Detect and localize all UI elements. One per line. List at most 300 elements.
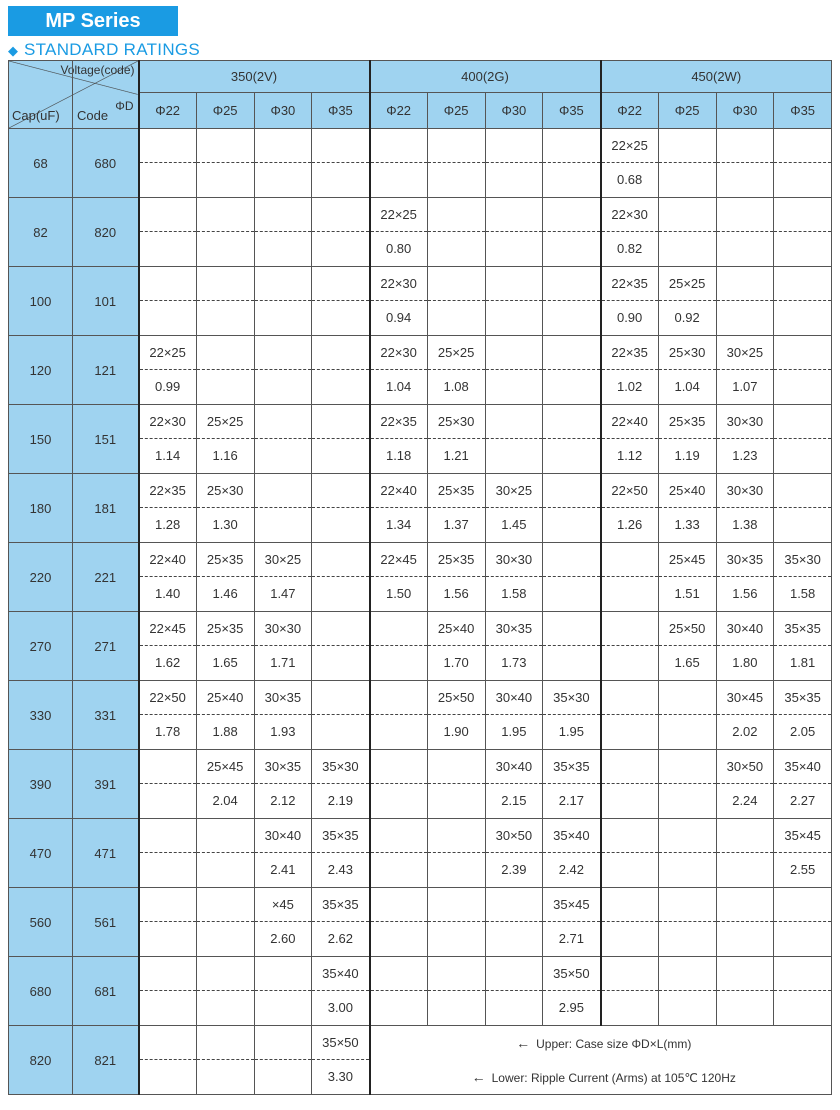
rating-cell [543,888,601,957]
ripple-current [486,163,543,197]
ripple-current: 1.12 [616,448,643,463]
case-size: 35×45 [774,819,831,853]
case-size: 25×35 [428,543,485,577]
rating-cell [485,336,543,405]
rating-cell [658,888,716,957]
case-size: 35×40 [543,819,599,853]
case-size [312,405,368,439]
rating-cell [196,957,254,1026]
rating-cell [254,198,312,267]
ripple-current: 1.30 [212,517,238,532]
rating-cell [427,198,485,267]
diameter-header: Φ22 [370,93,428,129]
case-size [486,267,543,301]
rating-cell [139,474,197,543]
case-size [140,267,196,301]
table-row [9,957,832,1026]
rating-cell [658,543,716,612]
rating-cell [196,129,254,198]
ripple-current: 1.51 [674,586,700,601]
case-size [486,405,543,439]
rating-cell [427,612,485,681]
table-row [9,612,832,681]
case-size [140,750,196,784]
case-size: 35×35 [312,819,368,853]
ripple-current [602,991,658,1025]
rating-cell [427,267,485,336]
rating-cell [774,819,832,888]
cap-value: 120 [9,336,73,405]
case-size [197,336,254,370]
case-size [255,198,312,232]
ripple-current: 0.90 [616,310,643,325]
rating-cell [312,1026,370,1095]
rating-cell [196,612,254,681]
rating-cell [139,336,197,405]
rating-cell [312,543,370,612]
ripple-current: 1.78 [154,724,181,739]
ripple-current: 0.80 [385,241,412,256]
rating-cell [774,543,832,612]
case-size [602,750,658,784]
case-size [371,819,427,853]
cap-value: 270 [9,612,73,681]
rating-cell [601,819,659,888]
rating-cell [196,1026,254,1095]
case-size [140,888,196,922]
diameter-header: Φ35 [774,93,832,129]
diameter-header: Φ25 [196,93,254,129]
ripple-current [371,715,427,749]
ripple-current [312,715,368,749]
ripple-current [659,232,716,266]
case-size: 22×35 [602,336,658,370]
ripple-current: 1.80 [732,655,758,670]
rating-cell [658,681,716,750]
rating-cell [601,681,659,750]
case-size: 25×50 [428,681,485,715]
case-size: 22×45 [140,612,196,646]
code-value: 151 [73,405,139,474]
case-size: 35×50 [312,1026,368,1060]
table-row [9,336,832,405]
ripple-current [428,301,485,335]
case-size: 35×50 [543,957,599,991]
rating-cell [774,336,832,405]
series-title: MP Series [8,6,178,36]
case-size [543,129,599,163]
ripple-current [543,577,599,611]
case-size [197,1026,254,1060]
cap-value: 820 [9,1026,73,1095]
table-row [9,750,832,819]
table-row [9,198,832,267]
rating-cell [485,405,543,474]
rating-cell [601,474,659,543]
rating-cell [254,474,312,543]
ripple-current: 1.21 [443,448,469,463]
rating-cell [254,750,312,819]
table-row [9,888,832,957]
case-size: 25×35 [197,543,254,577]
case-size: 30×50 [717,750,774,784]
cap-value: 180 [9,474,73,543]
ripple-current [255,508,312,542]
ripple-current: 1.04 [674,379,700,394]
voltage-group-350: 350(2V) [139,61,370,93]
case-size [197,129,254,163]
rating-cell [254,543,312,612]
ripple-current: 1.58 [501,586,527,601]
case-size [774,957,831,991]
corner-header [9,61,139,129]
ripple-current: 2.39 [501,862,527,877]
ripple-current [602,853,658,887]
code-value: 391 [73,750,139,819]
case-size: 35×35 [774,612,831,646]
case-size [543,474,599,508]
case-size [371,612,427,646]
ripple-current: 1.38 [732,517,758,532]
code-value: 820 [73,198,139,267]
rating-cell [716,474,774,543]
case-size: 30×25 [486,474,543,508]
ripple-current [312,646,368,680]
ripple-current: 1.93 [270,724,296,739]
case-size [717,819,774,853]
rating-cell [543,612,601,681]
rating-cell [658,612,716,681]
case-size: 35×35 [312,888,368,922]
case-size: 35×30 [543,681,599,715]
code-label: Code [77,108,109,123]
rating-cell [543,474,601,543]
case-size [774,888,831,922]
ripple-current: 1.34 [385,517,412,532]
case-size [774,198,831,232]
ripple-current: 1.50 [385,586,412,601]
case-size: 25×50 [659,612,716,646]
rating-cell [543,750,601,819]
case-size [371,129,427,163]
case-size [602,819,658,853]
table-row [9,819,832,888]
diamond-icon: ◆ [8,43,19,58]
case-size [774,405,831,439]
rating-cell [312,267,370,336]
ripple-current [197,232,254,266]
ripple-current: 0.94 [385,310,412,325]
ripple-current [659,922,716,956]
ripple-current [428,853,485,887]
ripple-current [140,1060,196,1094]
legend [370,1026,832,1095]
case-size [140,198,196,232]
rating-cell [370,129,428,198]
case-size [774,474,831,508]
rating-cell [370,405,428,474]
diameter-header: Φ22 [601,93,659,129]
case-size: 22×40 [140,543,196,577]
rating-cell [370,474,428,543]
case-size [312,612,368,646]
case-size: 25×25 [428,336,485,370]
ripple-current: 1.16 [212,448,238,463]
case-size [255,267,312,301]
case-size [659,957,716,991]
ripple-current [602,577,658,611]
case-size [602,957,658,991]
case-size [428,129,485,163]
ripple-current: 2.43 [327,862,354,877]
ripple-current [659,715,716,749]
case-size [659,129,716,163]
code-value: 181 [73,474,139,543]
ripple-current [312,577,368,611]
rating-cell [196,405,254,474]
rating-cell [370,957,428,1026]
case-size: 35×35 [543,750,599,784]
rating-cell [370,198,428,267]
case-size: 22×25 [371,198,427,232]
rating-cell [196,888,254,957]
rating-cell [370,681,428,750]
ripple-current [717,163,774,197]
rating-cell [139,612,197,681]
rating-cell [254,612,312,681]
ripple-current: 1.40 [154,586,181,601]
case-size: 25×45 [659,543,716,577]
case-size [140,819,196,853]
case-size: 30×35 [255,750,312,784]
rating-cell [196,681,254,750]
ripple-current [543,370,599,404]
ripple-current [197,922,254,956]
ripple-current [197,853,254,887]
case-size: 25×25 [197,405,254,439]
rating-cell [427,336,485,405]
diameter-header: Φ25 [658,93,716,129]
ripple-current [486,301,543,335]
case-size: 22×30 [371,267,427,301]
case-size: 35×45 [543,888,599,922]
table-row [9,129,832,198]
ripple-current: 1.26 [616,517,643,532]
rating-cell [312,681,370,750]
ripple-current: 1.47 [270,586,296,601]
code-value: 681 [73,957,139,1026]
ripple-current [486,439,543,473]
ripple-current: 0.92 [674,310,700,325]
ripple-current [140,991,196,1025]
ripple-current [774,991,831,1025]
rating-cell [601,612,659,681]
diameter-label: ΦD [115,99,134,113]
ripple-current: 2.71 [558,931,585,946]
rating-cell [601,543,659,612]
case-size [659,750,716,784]
rating-cell [312,198,370,267]
cap-value: 220 [9,543,73,612]
ripple-current [371,853,427,887]
ripple-current [371,991,427,1025]
rating-cell [196,198,254,267]
code-value: 471 [73,819,139,888]
case-size [371,957,427,991]
case-size [717,888,774,922]
rating-cell [139,198,197,267]
ripple-current [197,370,254,404]
rating-cell [196,819,254,888]
case-size: 22×40 [602,405,658,439]
case-size [255,405,312,439]
case-size: 30×30 [717,405,774,439]
case-size [543,198,599,232]
ripple-current [717,301,774,335]
ripple-current [255,370,312,404]
ripple-current: 1.23 [732,448,758,463]
case-size: 22×30 [371,336,427,370]
case-size: 30×40 [717,612,774,646]
ripple-current: 2.19 [327,793,354,808]
case-size [602,612,658,646]
ripple-current [197,163,254,197]
rating-cell [370,336,428,405]
diameter-header: Φ30 [254,93,312,129]
cap-value: 560 [9,888,73,957]
rating-cell [139,819,197,888]
rating-cell [658,129,716,198]
ripple-current: 2.04 [212,793,238,808]
ripple-current [774,508,831,542]
voltage-group-400: 400(2G) [370,61,601,93]
case-size [428,267,485,301]
case-size: 25×25 [659,267,716,301]
ripple-current [602,715,658,749]
rating-cell [716,543,774,612]
case-size [543,612,599,646]
rating-cell [370,612,428,681]
rating-cell [774,474,832,543]
rating-cell [370,888,428,957]
cap-value: 68 [9,129,73,198]
ripple-current: 2.24 [732,793,758,808]
ripple-current: 1.18 [385,448,412,463]
cap-value: 390 [9,750,73,819]
ripple-current: 1.04 [385,379,412,394]
rating-cell [658,474,716,543]
code-value: 271 [73,612,139,681]
case-size [543,543,599,577]
case-size [717,267,774,301]
case-size [371,888,427,922]
ripple-current [371,922,427,956]
ripple-current [428,232,485,266]
table-row [9,1026,832,1095]
rating-cell [601,750,659,819]
rating-cell [601,336,659,405]
case-size: 35×40 [312,957,368,991]
rating-cell [601,405,659,474]
case-size: 25×30 [659,336,716,370]
rating-cell [658,750,716,819]
case-size [312,267,368,301]
rating-cell [716,612,774,681]
rating-cell [543,267,601,336]
case-size [717,129,774,163]
case-size [371,681,427,715]
case-size [602,543,658,577]
case-size [486,957,543,991]
rating-cell [716,888,774,957]
case-size [312,129,368,163]
ripple-current: 1.62 [154,655,181,670]
cap-label: Cap(uF) [12,108,60,123]
rating-cell [196,474,254,543]
case-size: 30×25 [255,543,312,577]
rating-cell [196,750,254,819]
section-title [8,40,200,60]
rating-cell [196,543,254,612]
rating-cell [543,129,601,198]
rating-cell [658,957,716,1026]
ripple-current [255,439,312,473]
case-size: 22×35 [602,267,658,301]
case-size [774,129,831,163]
legend-upper [371,1026,832,1060]
ripple-current: 1.33 [674,517,700,532]
ripple-current: 1.88 [212,724,238,739]
case-size: 25×40 [197,681,254,715]
ripple-current [659,163,716,197]
legend-lower-text: Lower: Ripple Current (Arms) at 105℃ 120Hz [491,1071,736,1085]
rating-cell [427,888,485,957]
case-size [255,474,312,508]
ripple-current: 2.60 [270,931,296,946]
ripple-current [774,301,831,335]
rating-cell [716,819,774,888]
code-value: 331 [73,681,139,750]
rating-cell [774,957,832,1026]
ripple-current: 1.58 [789,586,816,601]
rating-cell [427,543,485,612]
ripple-current: 2.62 [327,931,354,946]
ripple-current [543,301,599,335]
ripple-current [717,991,774,1025]
ripple-current [255,163,312,197]
case-size: 35×30 [312,750,368,784]
ripple-current [312,370,368,404]
case-size [543,267,599,301]
rating-cell [370,750,428,819]
ripple-current: 1.08 [443,379,469,394]
ripple-current [543,232,599,266]
case-size: 25×35 [428,474,485,508]
case-size: 35×30 [774,543,831,577]
ripple-current: 1.65 [212,655,238,670]
ripple-current [255,301,312,335]
case-size: 30×40 [255,819,312,853]
legend-upper-text: Upper: Case size ΦD×L(mm) [536,1037,692,1051]
voltage-code-label: Voltage(code) [60,63,135,77]
ripple-current [486,370,543,404]
rating-cell [254,888,312,957]
rating-cell [716,336,774,405]
standard-ratings-table [8,60,832,1095]
ripple-current [140,232,196,266]
case-size [197,198,254,232]
ripple-current [140,163,196,197]
